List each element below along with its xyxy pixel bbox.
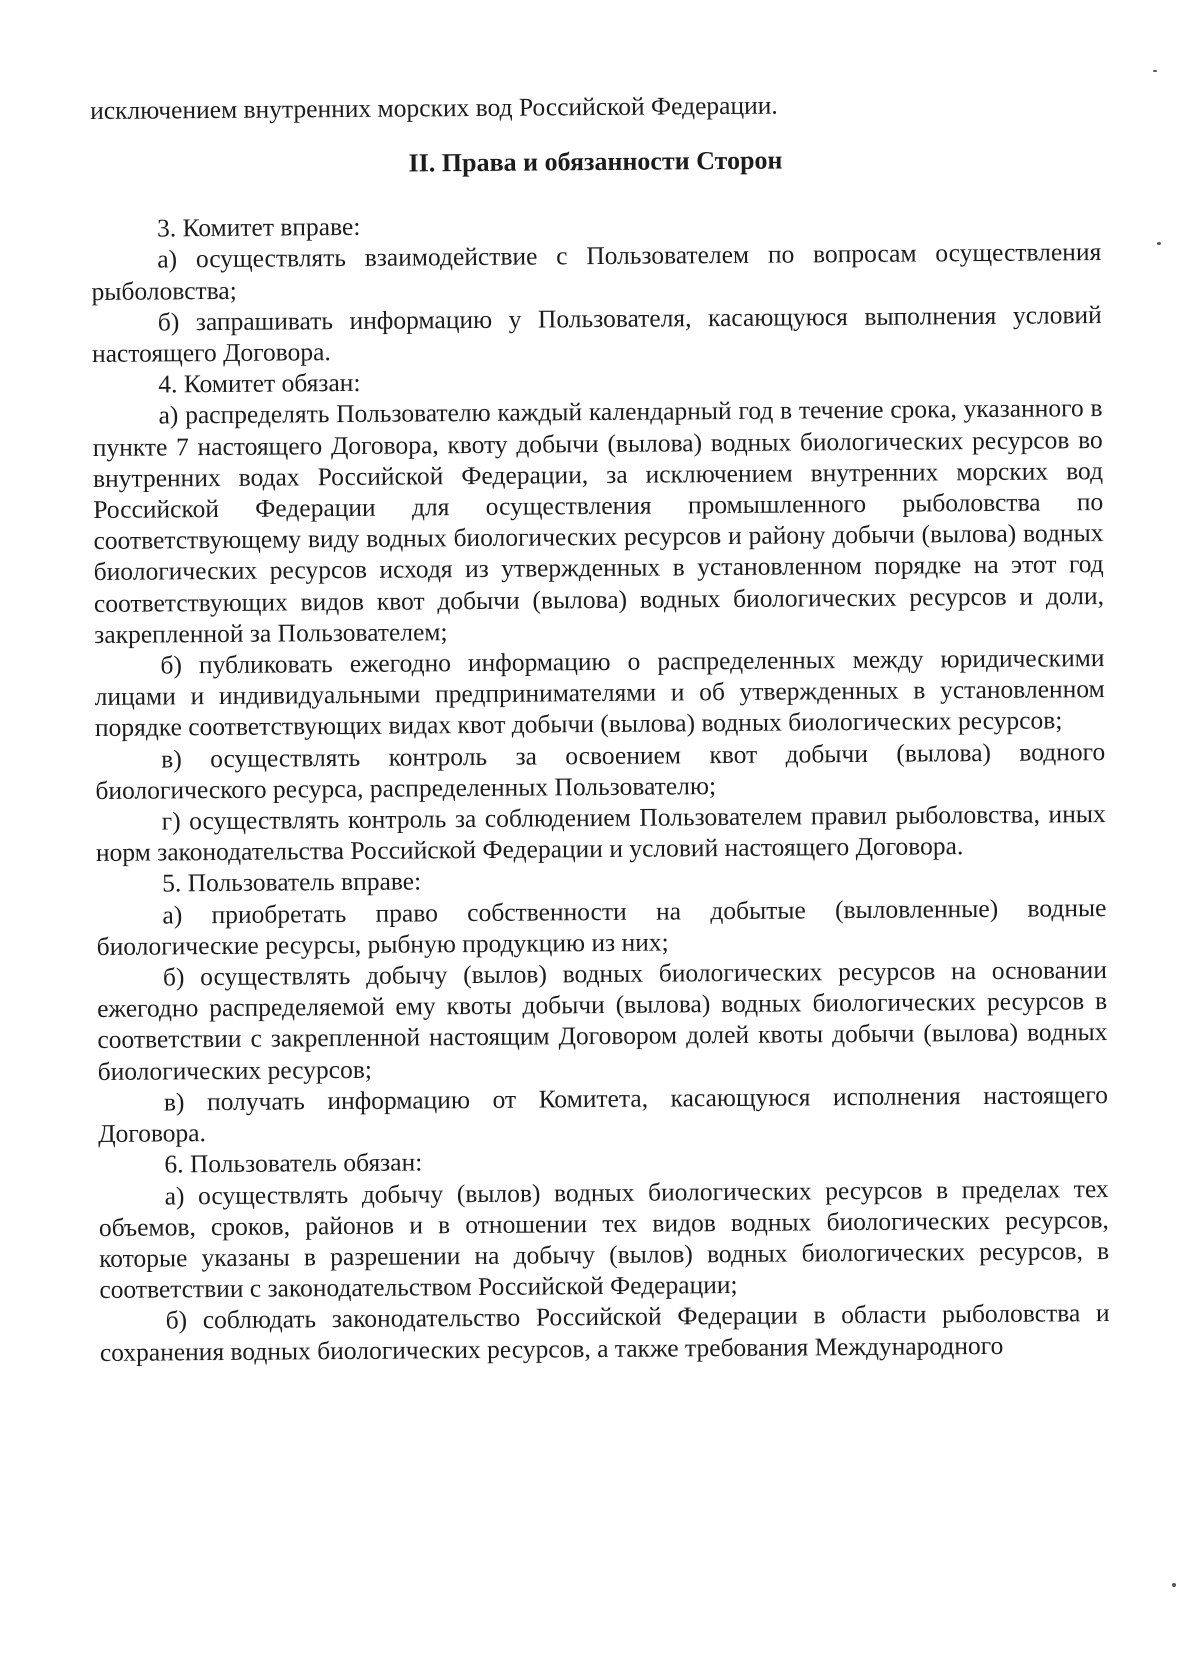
paragraph-6b: б) соблюдать законодательство Российской Федерации в области рыболовства и сохранения водных биологических ресурсов, а также требования Международного bbox=[99, 1298, 1110, 1367]
paragraph-3a: а) осуществлять взаимодействие с Пользователем по вопросам осуществления рыболовства; bbox=[91, 237, 1102, 306]
scan-speck bbox=[1153, 70, 1157, 72]
document-body bbox=[90, 87, 1110, 1368]
paragraph-6: 6. Пользователь обязан: bbox=[164, 1147, 423, 1179]
paragraph-5v: в) получать информацию от Комитета, касающуюся исполнения настоящего Договора. bbox=[98, 1079, 1108, 1149]
paragraph-5a: а) приобретать право собственности на добытые (выловленные) водные биологические ресурсы, рыбную продукцию из них; bbox=[96, 892, 1107, 961]
paragraph-4: 4. Комитет обязан: bbox=[158, 368, 361, 399]
paragraph-5b: б) осуществлять добычу (вылов) водных биологических ресурсов на основании ежегодно распределяемой ему квоты добычи (вылова) водных биологических ресурсов в соответствии с закрепленной настоящим Договором долей квоты добычи (вылова) водных биологических ресурсов; bbox=[97, 955, 1108, 1086]
section-title: II. Права и обязанности Сторон bbox=[408, 145, 783, 178]
paragraph-6a: а) осуществлять добычу (вылов) водных биологических ресурсов в пределах тех объемов, сроков, районов и в отношении тех видов водных биологических ресурсов, которые указаны в разрешении на добычу (вылов) водных биологических ресурсов, в соответствии с законодательством Российской Федерации; bbox=[98, 1173, 1110, 1305]
scan-speck bbox=[1157, 242, 1161, 245]
paragraph-3: 3. Комитет вправе: bbox=[156, 212, 361, 243]
paragraph-4b: б) публиковать ежегодно информацию о распределенных между юридическими лицами и индивидуальными предпринимателями и об утвержденных в установленном порядке соответствующих видах квот добычи (вылова) водных биологических ресурсов; bbox=[94, 643, 1105, 743]
paragraph-5: 5. Пользователь вправе: bbox=[162, 866, 422, 898]
paragraph-4v: в) осуществлять контроль за освоением квот добычи (вылова) водного биологического ресурса, распределенных Пользователю; bbox=[95, 736, 1106, 805]
paragraph-3b: б) запрашивать информацию у Пользователя, касающуюся выполнения условий настоящего Договора. bbox=[91, 299, 1102, 369]
scan-speck bbox=[1172, 1583, 1176, 1587]
lead-line: исключением внутренних морских вод Российской Федерации. bbox=[90, 90, 778, 125]
paragraph-4g: г) осуществлять контроль за соблюдением Пользователем правил рыболовства, иных норм законодательства Российской Федерации и условий настоящего Договора. bbox=[95, 799, 1106, 868]
paragraph-4a: а) распределять Пользователю каждый календарный год в течение срока, указанного в пункте 7 настоящего Договора, квоту добычи (вылова) водных биологических ресурсов во внутренних водах Российской Федерации, за исключением внутренних морских вод Российской Федерации для осуществления промышленного рыболовства по соответствующему виду водных биологических ресурсов и району добычи (вылова) водных биологических ресурсов исходя из утвержденных в установленном порядке на этот год соответствующих видов квот добычи (вылова) водных биологических ресурсов и доли, закрепленной за Пользователем; bbox=[92, 393, 1105, 649]
